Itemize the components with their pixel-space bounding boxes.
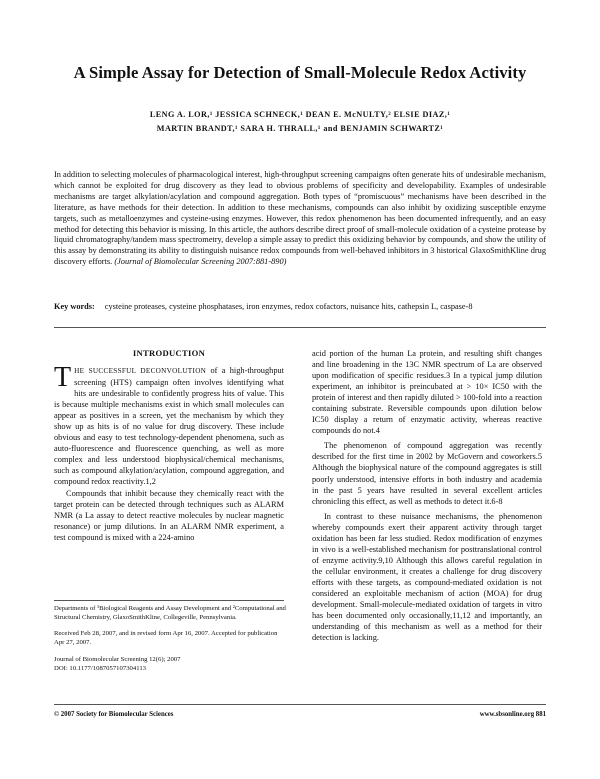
intro-paragraph-1-text: of a high-throughput screening (HTS) campaign often involves identifying what hits are undesirable to confidently progress hits of value. This is because multiple mechanisms exist in which small molecules can appear as positives in a screen, yet the mechanism by which they show up as hits is of no value for drug discovery. These include obvious and easy to test technology-dependent phenomena, such as auto-fluorescence and fluorescence quenching, as well as more complex and less understood biophysical/chemical mechanisms, such as compound alkylation/acylation, compound aggregation, and compound redox reactivity.1,2 xyxy=(54,366,284,487)
keywords-label: Key words: xyxy=(54,302,95,311)
intro-paragraph-4: The phenomenon of compound aggregation was recently described for the first time in 2002 by McGovern and coworkers.5 Although the biophysical nature of the compound aggregates is still poorly understood, intensive efforts in both industry and academia in the past 5 years have resulted in several excellent articles chronicling this effect, as well as methods to detect it.6-8 xyxy=(312,441,542,506)
footnote-received: Received Feb 28, 2007, and in revised form Apr 16, 2007. Accepted for publication Apr 27, 2007. xyxy=(54,630,278,646)
footer-copyright: © 2007 Society for Biomolecular Sciences xyxy=(54,711,174,718)
footnote-divider xyxy=(54,600,284,601)
intro-paragraph-2: Compounds that inhibit because they chemically react with the target protein can be detected through techniques such as ALARM NMR (a La assay to detect reactive molecules by nuclear magnetic resonance) or jump dilutions. In an ALARM NMR experiment, a test compound is mixed with a 224-amino xyxy=(54,488,284,542)
footer-divider xyxy=(54,704,546,705)
intro-lead-smallcaps: HE SUCCESSFUL DECONVOLUTION xyxy=(74,367,207,375)
drop-cap: T xyxy=(54,362,72,393)
keywords xyxy=(54,302,554,311)
abstract-body: In addition to selecting molecules of pharmacological interest, high-throughput screening campaigns often generate hits of undesirable mechanism, which cannot be exploited for drug discovery as they lead to obvious problems of specificity and developability. Examples of undesirable mechanisms are target alkylation/acylation and compound aggregation. Both types of “promiscuous” mechanisms have been described in the literature, as have methods for their detection. In addition to these mechanisms, compounds can also inhibit by oxidizing susceptible enzyme targets, such as metalloenzymes and cysteine-using enzymes. However, this redox phenomenon has been documented infrequently, and an easy method for detecting this behavior is missing. In this article, the authors describe direct proof of small-molecule oxidation of a cysteine protease by liquid chromatography/tandem mass spectrometry, develop a simple assay to predict this oxidizing behavior by compounds, and show the utility of this assay by demonstrating its ability to distinguish nuisance redox compounds from well-behaved inhibitors in 3 historical GlaxoSmithKline drug discovery efforts. xyxy=(54,170,546,267)
footnote-affiliations: Departments of ¹Biological Reagents and Assay Development and ²Computational and Structural Chemistry, GlaxoSmithKline, Collegeville, Pennsylvania. xyxy=(54,605,286,621)
author-line-1: LENG A. LOR,¹ JESSICA SCHNECK,¹ DEAN E. McNULTY,² ELSIE DIAZ,¹ xyxy=(149,110,451,119)
right-column xyxy=(312,348,542,643)
footer-site-page: www.sbsonline.org 881 xyxy=(479,711,546,718)
footnote-doi: DOI: 10.1177/1087057107304113 xyxy=(54,665,147,672)
intro-paragraph-3: acid portion of the human La protein, and resulting shift changes and line broadening in the 13C NMR spectrum of La are observed upon modification of specific residues.3 In a typical jump dilution experiment, an inhibitor is preincubated at > 10× IC50 with the protein of interest and then rapidly diluted > 100-fold into a reaction containing substrate. Reversible compounds upon dilution below IC50 display a return of enzymatic activity, whereas reactive compounds do not.4 xyxy=(312,349,542,436)
abstract-citation: (Journal of Biomolecular Screening 2007:881-890) xyxy=(114,257,287,267)
intro-paragraph-5: In contrast to these nuisance mechanisms, the phenomenon whereby compounds exert their apparent activity through target oxidation has been far less studied. Redox modification of enzymes in vivo is a well-established mechanism for posttranslational control of enzyme activity.9,10 Although this allows careful regulation in the cellular environment, it creates a challenge for drug discovery efforts with these targets, as compound-mediated oxidation is not considered an exploitable mechanism of action (MOA) for drug development. Small-molecule-mediated oxidation of targets in vitro has been documented only occasionally,11,12 and importantly, an understanding of this mechanism as well as a method for their detection is lacking. xyxy=(312,511,542,643)
footnote-journal: Journal of Biomolecular Screening 12(6); 2007 xyxy=(54,656,181,663)
abstract xyxy=(54,170,546,268)
paper-title: A Simple Assay for Detection of Small-Molecule Redox Activity xyxy=(73,63,527,82)
introduction-heading: INTRODUCTION xyxy=(132,348,206,358)
intro-paragraph-1 xyxy=(54,362,284,488)
section-divider xyxy=(54,327,546,328)
left-column xyxy=(54,362,284,543)
keywords-text: cysteine proteases, cysteine phosphatases, iron enzymes, redox cofactors, nuisance hits, cathepsin L, caspase-8 xyxy=(104,302,473,311)
author-line-2: MARTIN BRANDT,¹ SARA H. THRALL,¹ and BENJAMIN SCHWARTZ¹ xyxy=(156,124,444,133)
